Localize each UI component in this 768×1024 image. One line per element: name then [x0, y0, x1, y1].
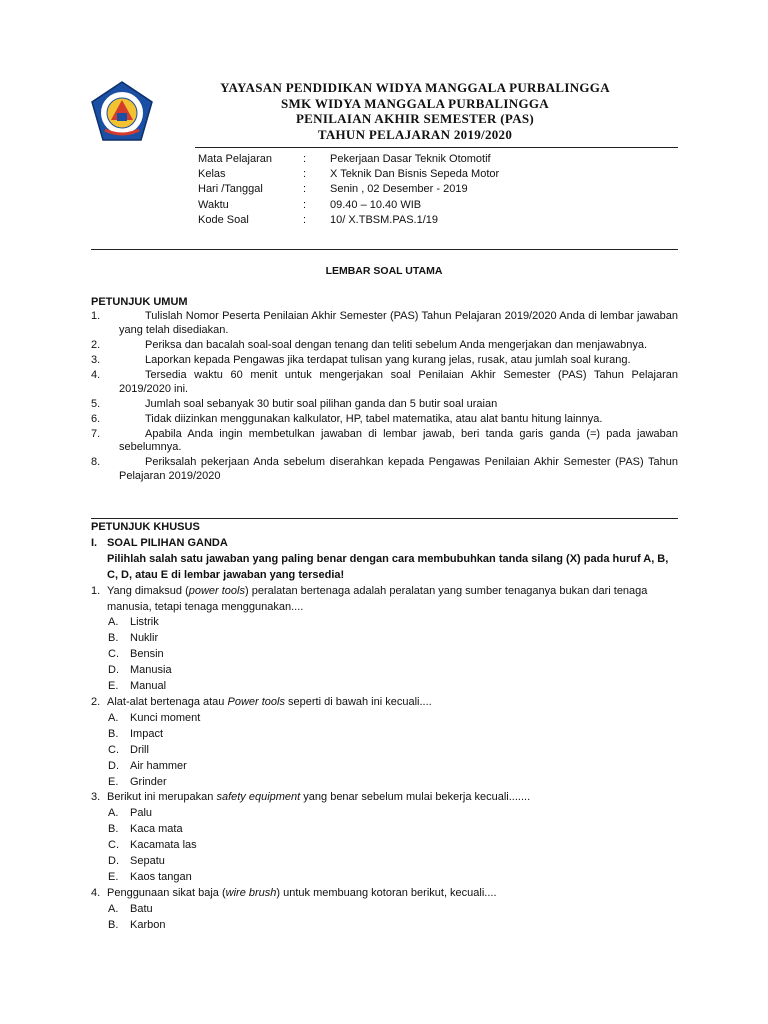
general-instructions-list	[91, 310, 678, 485]
info-key: Mata Pelajaran	[198, 153, 272, 165]
answer-option: A. Kunci moment	[108, 711, 201, 724]
answer-option: D. Air hammer	[108, 759, 187, 772]
specific-instructions-heading: PETUNJUK KHUSUS	[91, 521, 200, 533]
info-value: 09.40 – 10.40 WIB	[330, 198, 422, 211]
answer-option: D. Manusia	[108, 664, 172, 677]
answer-option: C. Drill	[108, 743, 149, 756]
school-logo-icon	[89, 80, 155, 144]
answer-option: C. Kacamata las	[108, 839, 197, 852]
info-value: 10/ X.TBSM.PAS.1/19	[330, 213, 439, 226]
instruction-item: 5. Jumlah soal sebanyak 30 butir soal pilihan ganda dan 5 butir soal uraian	[91, 397, 498, 410]
answer-option: B. Kaca mata	[108, 823, 183, 836]
info-key: Hari /Tanggal	[198, 183, 263, 196]
info-value: X Teknik Dan Bisnis Sepeda Motor	[330, 168, 500, 181]
question: 2. Alat-alat bertenaga atau Power tools seperti di bawah ini kecuali....	[91, 695, 432, 708]
info-value: Senin , 02 Desember - 2019	[330, 183, 468, 196]
instruction-item: 6. Tidak diizinkan menggunakan kalkulator, HP, tabel matematika, atau alat bantu hitung lainnya.	[91, 412, 603, 425]
instructions-divider	[91, 518, 678, 519]
general-instructions-heading: PETUNJUK UMUM	[91, 296, 188, 308]
section-instruction: Pilihlah salah satu jawaban yang paling benar dengan cara membubuhkan tanda silang (X) pada huruf A, B, C, D, atau E di lembar jawaban yang tersedia!	[107, 552, 669, 581]
question: 3. Berikut ini merupakan safety equipment yang benar sebelum mulai bekerja kecuali.......	[91, 791, 531, 804]
answer-option: E. Grinder	[108, 775, 167, 788]
info-key: Waktu	[198, 198, 229, 211]
info-row: Waktu : 09.40 – 10.40 WIB	[198, 198, 499, 213]
info-row: Kode Soal : 10/ X.TBSM.PAS.1/19	[198, 213, 499, 228]
instruction-item: 8. Periksalah pekerjaan Anda sebelum diserahkan kepada Pengawas Penilaian Akhir Semester (PAS) Tahun Pelajaran 2019/2020	[91, 456, 678, 483]
info-row: Mata Pelajaran : Pekerjaan Dasar Teknik Otomotif	[198, 152, 499, 167]
answer-option: A. Listrik	[108, 616, 159, 629]
answer-option: A. Palu	[108, 807, 153, 820]
exam-info-table	[198, 152, 499, 228]
page-title: LEMBAR SOAL UTAMA	[325, 265, 443, 277]
header-line: TAHUN PELAJARAN 2019/2020	[317, 126, 513, 142]
info-row: Kelas : X Teknik Dan Bisnis Sepeda Motor	[198, 167, 499, 182]
header-divider	[195, 147, 678, 148]
header-line: SMK WIDYA MANGGALA PURBALINGGA	[281, 95, 549, 111]
instruction-item: 2. Periksa dan bacalah soal-soal dengan tenang dan teliti sebelum Anda mengerjakan dan menjawabnya.	[91, 338, 648, 351]
info-divider	[91, 249, 678, 250]
answer-option: B. Nuklir	[108, 632, 159, 645]
instruction-item: 4. Tersedia waktu 60 menit untuk mengerjakan soal Penilaian Akhir Semester (PAS) Tahun Pelajaran 2019/2020 ini.	[91, 368, 678, 395]
instruction-item: 7. Apabila Anda ingin membetulkan jawaban di lembar jawab, beri tanda garis ganda (=) pada jawaban sebelumnya.	[91, 427, 678, 454]
section-title: I. SOAL PILIHAN GANDA	[91, 536, 228, 549]
answer-option: B. Karbon	[108, 918, 166, 931]
header-line: PENILAIAN AKHIR SEMESTER (PAS)	[295, 111, 535, 126]
answer-option: B. Impact	[108, 727, 164, 740]
info-row: Hari /Tanggal : Senin , 02 Desember - 2019	[198, 182, 499, 197]
answer-option: E. Manual	[108, 680, 167, 693]
answer-option: E. Kaos tangan	[108, 870, 192, 883]
instruction-item: 1. Tulislah Nomor Peserta Penilaian Akhir Semester (PAS) Tahun Pelajaran 2019/2020 Anda di lembar jawaban yang telah disediakan.	[91, 310, 678, 336]
info-key: Kelas	[198, 168, 226, 181]
specific-instructions	[91, 520, 691, 934]
info-value: Pekerjaan Dasar Teknik Otomotif	[330, 153, 491, 165]
answer-option: A. Batu	[108, 902, 153, 915]
instruction-item: 3. Laporkan kepada Pengawas jika terdapat tulisan yang kurang jelas, rusak, atau jumlah soal kurang.	[91, 353, 631, 366]
info-key: Kode Soal	[198, 213, 249, 226]
answer-option: C. Bensin	[108, 648, 164, 661]
answer-option: D. Sepatu	[108, 855, 165, 868]
question: 1. Yang dimaksud (power tools) peralatan bertenaga adalah peralatan yang sumber tenaganya bukan dari tenaga manusia, tetapi tenaga menggunakan....	[91, 584, 648, 613]
header-line: YAYASAN PENDIDIKAN WIDYA MANGGALA PURBALINGGA	[220, 80, 610, 95]
school-header	[150, 80, 680, 142]
question: 4. Penggunaan sikat baja (wire brush) untuk membuang kotoran berikut, kecuali....	[91, 886, 497, 899]
